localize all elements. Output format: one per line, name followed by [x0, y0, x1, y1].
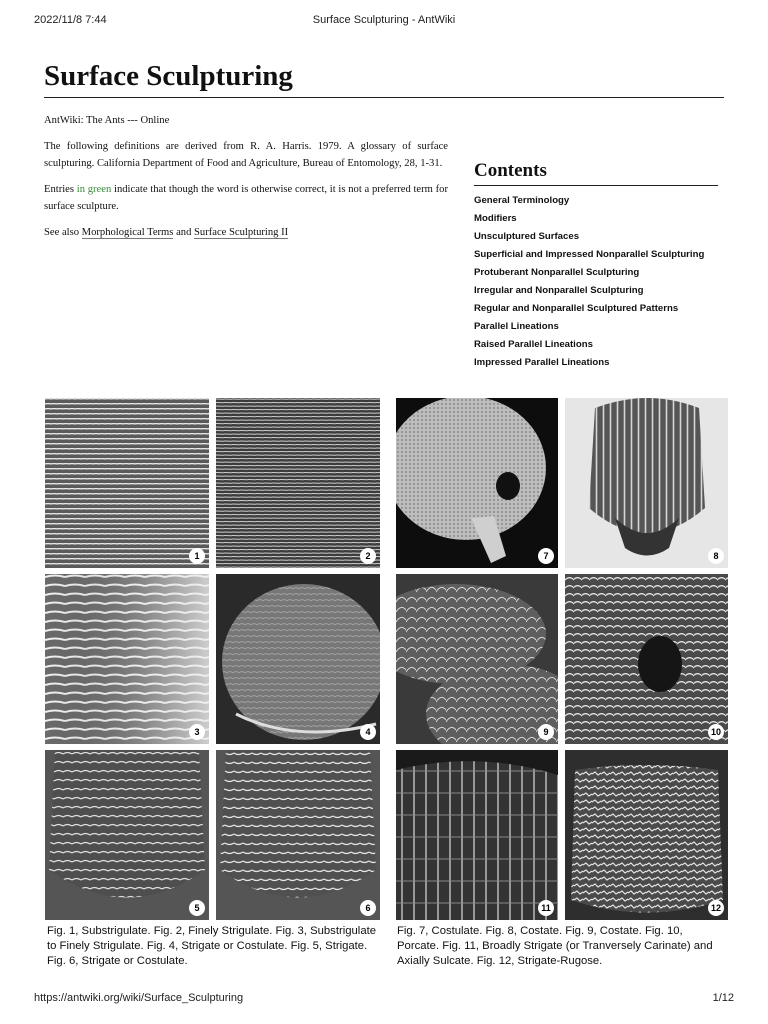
- print-header: [34, 14, 734, 30]
- figure-plate-7-12: [396, 398, 728, 920]
- figure-number-9: 9: [538, 724, 554, 740]
- figure-number-8: 8: [708, 548, 724, 564]
- entries-before: Entries: [44, 184, 77, 195]
- toc-raised-parallel-lineations[interactable]: Raised Parallel Lineations: [474, 339, 593, 350]
- entries-green-text: in green: [76, 184, 112, 195]
- print-page-title: Surface Sculpturing - AntWiki: [312, 14, 456, 26]
- figure-number-11: 11: [538, 900, 554, 916]
- entries-after: indicate that though the word is otherwise correct, it is not a preferred term for surface sculpture.: [44, 184, 448, 212]
- figure-10-micrograph: [565, 574, 728, 744]
- toc-unsculptured-surfaces[interactable]: Unsculptured Surfaces: [474, 231, 580, 242]
- toc-superficial-impressed-nonparallel[interactable]: Superficial and Impressed Nonparallel Sculpturing: [474, 249, 705, 260]
- intro-text: [44, 112, 448, 250]
- figure-6-micrograph: [216, 750, 380, 920]
- table-of-contents: [474, 160, 718, 372]
- figure-caption-1-6: Fig. 1, Substrigulate. Fig. 2, Finely Strigulate. Fig. 3, Substrigulate to Finely Strigulate. Fig. 4, Strigate or Costulate. Fig. 5, Strigate. Fig. 6, Strigate or Costulate.: [47, 925, 377, 967]
- figure-7-micrograph: [396, 398, 558, 568]
- figure-caption-7-12: Fig. 7, Costulate. Fig. 8, Costate. Fig. 9, Costate. Fig. 10, Porcate. Fig. 11, Broadly Strigate (or Tranversely Carinate) and Axially Sulcate. Fig. 12, Strigate-Rugose.: [397, 925, 713, 967]
- page-title: Surface Sculpturing: [44, 60, 724, 98]
- print-page-number: 1/12: [712, 992, 734, 1004]
- figure-11-micrograph: [396, 750, 558, 920]
- toc-regular-nonparallel-patterns[interactable]: Regular and Nonparallel Sculptured Patterns: [474, 303, 679, 314]
- source-line: AntWiki: The Ants --- Online: [44, 115, 170, 126]
- figure-12-micrograph: [565, 750, 728, 920]
- toc-modifiers[interactable]: Modifiers: [474, 213, 517, 224]
- figure-number-6: 6: [360, 900, 376, 916]
- print-datetime: ‏7:44 2022/11/8: [34, 14, 107, 26]
- see-also-prefix: See also: [44, 227, 82, 238]
- toc-impressed-parallel-lineations[interactable]: Impressed Parallel Lineations: [474, 357, 610, 368]
- toc-general-terminology[interactable]: General Terminology: [474, 195, 570, 206]
- toc-irregular-nonparallel[interactable]: Irregular and Nonparallel Sculpturing: [474, 285, 644, 296]
- and-text: and: [173, 227, 195, 238]
- toc-protuberant-nonparallel[interactable]: Protuberant Nonparallel Sculpturing: [474, 267, 640, 278]
- figure-8-micrograph: [565, 398, 728, 568]
- surface-sculpturing-ii-link[interactable]: Surface Sculpturing II: [194, 227, 289, 238]
- contents-list: [474, 192, 718, 372]
- figure-number-10: 10: [708, 724, 724, 740]
- figure-3-micrograph: [45, 574, 209, 744]
- figure-1-micrograph: [45, 398, 209, 568]
- figure-2-micrograph: [216, 398, 380, 568]
- figure-number-2: 2: [360, 548, 376, 564]
- figure-5-micrograph: [45, 750, 209, 920]
- entries-paragraph: [44, 181, 448, 215]
- print-url: https://antwiki.org/wiki/Surface_Sculpturing: [34, 992, 244, 1004]
- figure-number-1: 1: [189, 548, 205, 564]
- see-also-paragraph: [44, 224, 448, 241]
- morphological-terms-link[interactable]: Morphological Terms: [81, 227, 174, 238]
- figure-number-3: 3: [189, 724, 205, 740]
- toc-parallel-lineations[interactable]: Parallel Lineations: [474, 321, 559, 332]
- print-footer: [34, 992, 734, 1006]
- figure-number-7: 7: [538, 548, 554, 564]
- figure-9-micrograph: [396, 574, 558, 744]
- figure-number-5: 5: [189, 900, 205, 916]
- definition-paragraph: The following definitions are derived from R. A. Harris. 1979. A glossary of surface sculpturing. California Department of Food and Agriculture, Bureau of Entomology, 28, 1-31.: [44, 141, 448, 169]
- figure-plate-1-6: [45, 398, 380, 920]
- figure-number-12: 12: [708, 900, 724, 916]
- contents-title: Contents: [474, 160, 718, 186]
- figure-number-4: 4: [360, 724, 376, 740]
- figure-4-micrograph: [216, 574, 380, 744]
